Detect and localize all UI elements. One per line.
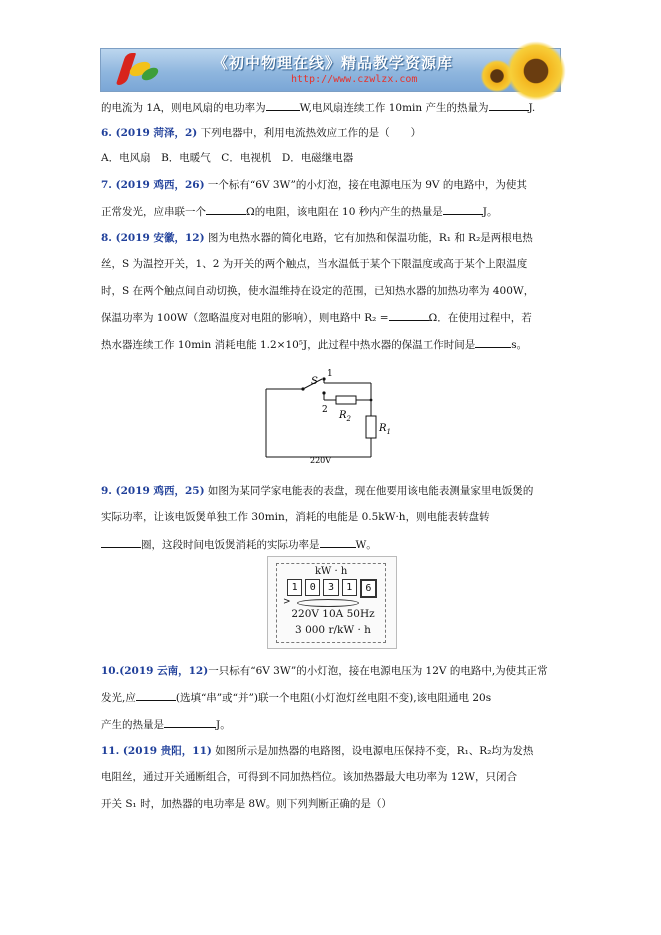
text-line bbox=[101, 744, 571, 758]
text-segment: 电阻丝，通过开关通断组合，可得到不同加热档位。该加热器最大电功率为 12W，只闭合 bbox=[101, 771, 517, 783]
text-line bbox=[101, 257, 571, 271]
text-segment: 正常发光，应串联一个 bbox=[101, 206, 206, 218]
text-segment: J. bbox=[528, 102, 536, 114]
r1-label: $R_1$ bbox=[379, 423, 391, 436]
answer-blank bbox=[389, 310, 429, 321]
text-line bbox=[101, 151, 571, 165]
question-number: 7. (2019 鸡西，26) bbox=[101, 179, 205, 191]
text-segment: W。 bbox=[355, 539, 377, 551]
text-segment: 下列电器中，利用电流热效应工作的是（ ） bbox=[197, 127, 422, 139]
banner-url[interactable]: http://www.czwlzx.com bbox=[291, 74, 418, 85]
contact2-label: 2 bbox=[322, 405, 328, 415]
answer-blank bbox=[320, 537, 356, 548]
text-line bbox=[101, 204, 571, 219]
text-segment: 圈，这段时间电饭煲消耗的实际功率是 bbox=[141, 539, 320, 551]
text-segment: 图为电热水器的简化电路，它有加热和保温功能，R₁ 和 R₂是两根电热 bbox=[204, 232, 533, 244]
meter-rotating-disc bbox=[297, 599, 359, 607]
meter-face bbox=[276, 563, 386, 643]
text-line bbox=[101, 537, 571, 552]
text-segment: 产生的热量是 bbox=[101, 719, 164, 731]
r2-label: $R_2$ bbox=[339, 410, 351, 423]
text-line bbox=[101, 510, 571, 524]
answer-blank bbox=[489, 100, 529, 111]
switch-label: S bbox=[311, 376, 318, 387]
meter-constant-label: 3 000 r/kW · h bbox=[295, 624, 371, 636]
text-segment: (选填“串”或“并”)联一个电阻(小灯泡灯丝电阻不变),该电阻通电 20s bbox=[175, 692, 492, 704]
meter-unit-label: kW · h bbox=[315, 566, 348, 577]
question-number: 8. (2019 安徽，12) bbox=[101, 232, 205, 244]
question-number: 9. (2019 鸡西，25) bbox=[101, 485, 205, 497]
r1-resistor bbox=[366, 416, 376, 438]
text-segment: Ω的电阻，该电阻在 10 秒内产生的热量是 bbox=[246, 206, 443, 218]
text-line bbox=[101, 310, 571, 325]
text-line bbox=[101, 690, 571, 705]
text-segment: 一个标有“6V 3W”的小灯泡，接在电源电压为 9V 的电路中，为使其 bbox=[204, 179, 527, 191]
text-segment: J。 bbox=[216, 719, 231, 731]
answer-blank bbox=[164, 717, 216, 728]
text-line bbox=[101, 484, 571, 498]
text-line bbox=[101, 100, 571, 115]
banner-title: 《初中物理在线》精品教学资源库 bbox=[213, 54, 454, 72]
meter-arrow: > bbox=[283, 597, 291, 607]
text-line bbox=[101, 717, 571, 732]
text-segment: Ω．在使用过程中，若 bbox=[428, 312, 532, 324]
text-segment: 的电流为 1A，则电风扇的电功率为 bbox=[101, 102, 266, 114]
meter-digit: 1 bbox=[342, 579, 357, 596]
meter-digit: 1 bbox=[287, 579, 302, 596]
question-number: 10.(2019 云南，12) bbox=[101, 665, 209, 677]
meter-digit: 3 bbox=[323, 579, 338, 596]
meter-rating-label: 220V 10A 50Hz bbox=[291, 608, 375, 620]
text-segment: 热水器连续工作 10min 消耗电能 1.2×10⁵J，此过程中热水器的保温工作时间是 bbox=[101, 339, 476, 351]
source-voltage-label: 220V bbox=[310, 456, 332, 465]
meter-digit: 0 bbox=[305, 579, 320, 596]
text-segment: 开关 S₁ 时，加热器的电功率是 8W。则下列判断正确的是（） bbox=[101, 798, 392, 810]
text-segment: 实际功率，让该电饭煲单独工作 30min，消耗的电能是 0.5kW·h，则电能表转盘转 bbox=[101, 511, 490, 523]
text-line bbox=[101, 231, 571, 245]
text-segment: A．电风扇 B．电暖气 C．电视机 D．电磁继电器 bbox=[101, 152, 354, 164]
text-line bbox=[101, 337, 571, 352]
text-segment: 时，S 在两个触点间自动切换，使水温维持在设定的范围，已知热水器的加热功率为 400W， bbox=[101, 285, 535, 297]
answer-blank bbox=[475, 337, 511, 348]
text-segment: 发光,应 bbox=[101, 692, 136, 704]
text-segment: s。 bbox=[511, 339, 528, 351]
answer-blank bbox=[136, 690, 176, 701]
answer-blank bbox=[101, 537, 141, 548]
text-segment: 保温功率为 100W（忽略温度对电阻的影响），则电路中 R₂ = bbox=[101, 312, 389, 324]
text-segment: 丝，S 为温控开关，1、2 为开关的两个触点，当水温低于某个下限温度或高于某个上限温度 bbox=[101, 258, 528, 270]
answer-blank bbox=[443, 204, 483, 215]
text-line bbox=[101, 284, 571, 298]
electric-meter-panel bbox=[267, 556, 397, 649]
water-heater-circuit-diagram bbox=[252, 360, 391, 467]
text-segment: 如图为某同学家电能表的表盘，现在他要用该电能表测量家里电饭煲的 bbox=[204, 485, 534, 497]
text-line bbox=[101, 178, 571, 192]
contact1-label: 1 bbox=[327, 369, 333, 379]
text-segment: 如图所示是加热器的电路图，设电源电压保持不变，R₁、R₂均为发热 bbox=[211, 745, 534, 757]
meter-digit: 6 bbox=[360, 579, 377, 598]
text-segment: W,电风扇连续工作 10min 产生的热量为 bbox=[299, 102, 489, 114]
text-line bbox=[101, 126, 571, 140]
header-banner bbox=[100, 48, 561, 92]
question-number: 11. (2019 贵阳，11) bbox=[101, 745, 212, 757]
r2-resistor bbox=[336, 396, 356, 404]
answer-blank bbox=[266, 100, 300, 111]
answer-blank bbox=[206, 204, 246, 215]
meter-digit-window bbox=[287, 579, 377, 595]
text-line bbox=[101, 797, 571, 811]
question-number: 6. (2019 菏泽，2) bbox=[101, 127, 198, 139]
text-segment: 一只标有“6V 3W”的小灯泡，接在电源电压为 12V 的电路中,为使其正常 bbox=[208, 665, 548, 677]
text-line bbox=[101, 770, 571, 784]
text-segment: J。 bbox=[482, 206, 498, 218]
sunflower-icon bbox=[506, 41, 566, 101]
text-line bbox=[101, 664, 571, 678]
